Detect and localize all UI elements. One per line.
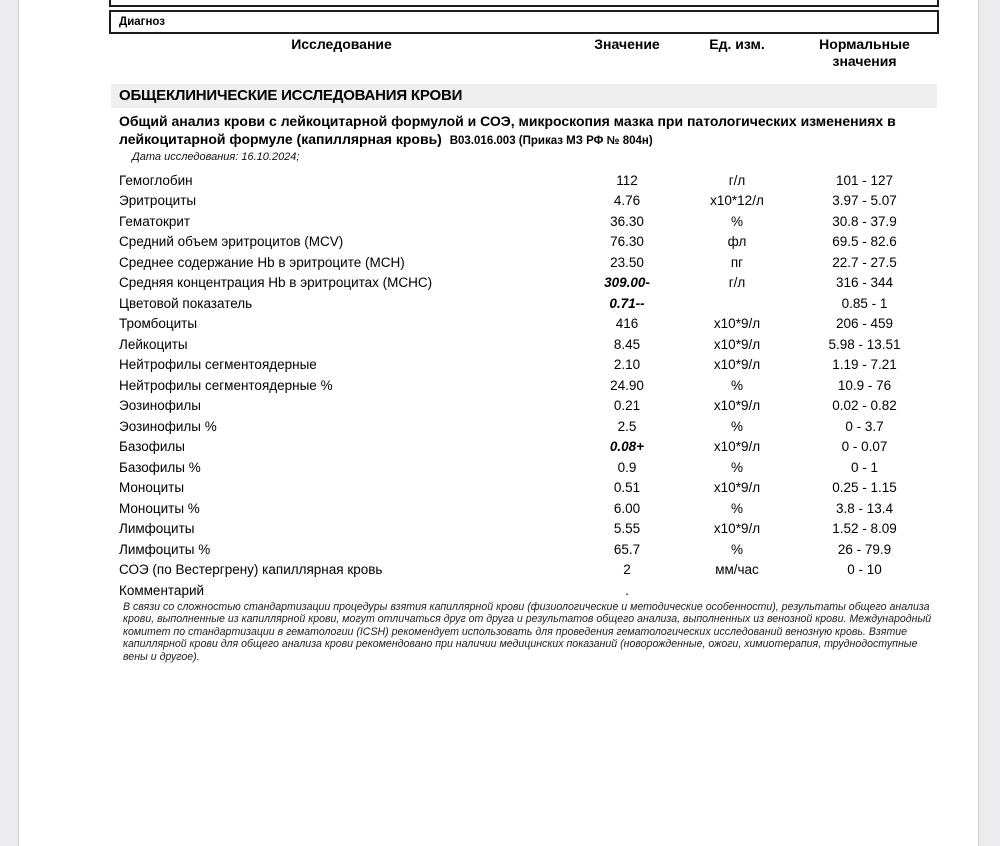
result-normal-range: 0.25 - 1.15 [832,480,897,496]
table-row [111,170,937,191]
table-row [111,232,937,253]
result-name: Гемоглобин [119,172,193,188]
header-study: Исследование [291,36,392,52]
result-value: 2.10 [613,357,641,373]
header-normal: Нормальные значения [819,36,910,69]
table-row [111,211,937,232]
result-unit: мм/час [715,562,759,578]
table-header-row [111,36,937,70]
result-normal-range: 69.5 - 82.6 [832,234,897,250]
result-unit: г/л [728,172,746,188]
result-name: Лейкоциты [119,336,188,352]
result-name: Моноциты [119,480,185,496]
study-date: Дата исследования: 16.10.2024; [132,151,300,163]
table-row [111,560,937,581]
top-cropped-box [109,0,939,7]
result-unit: х10*9/л [713,357,761,373]
result-name: Моноциты % [119,500,200,516]
result-name: Нейтрофилы сегментоядерные [119,357,317,373]
result-value: 0.51 [613,480,641,496]
result-value: 6.00 [613,500,641,516]
comment-note: В связи со сложностью стандартизации процедуры взятия капиллярной крови (физиологические и методические особенности), результаты общего анализа крови, выполненные из капиллярной крови, могут отличаться друг от друга и результатов общего анализа, выполненных из венозной крови. Международный комитет по стандартизации в гематологии (ICSH) рекомендует использовать для проведения гематологических исследований венозную кровь. Взятие капиллярной крови для общего анализа крови рекомендовано при наличии медицинских показаний (новорожденные, ожоги, химиотерапия, труднодоступные вены и другое). [123,601,932,663]
result-normal-range: 101 - 127 [835,172,894,188]
result-value: 4.76 [613,193,641,209]
result-name: Гематокрит [119,213,191,229]
result-normal-range: 3.8 - 13.4 [835,500,894,516]
result-normal-range: 0.02 - 0.82 [832,398,897,414]
result-name: Базофилы [119,439,185,455]
section-title-band [111,84,937,108]
result-normal-range: 22.7 - 27.5 [832,254,897,270]
result-name: Среднее содержание Hb в эритроците (MCH) [119,254,405,270]
result-unit: х10*9/л [713,480,761,496]
section-title: ОБЩЕКЛИНИЧЕСКИЕ ИССЛЕДОВАНИЯ КРОВИ [119,87,463,104]
test-name: Общий анализ крови с лейкоцитарной формулой и СОЭ, микроскопия мазка при патологических изменениях в лейкоцитарной формуле (капиллярная кровь) [119,113,896,147]
result-value: 2 [623,562,631,578]
result-value: 309.00- [604,275,650,291]
table-row [111,498,937,519]
result-name: Эозинофилы % [119,418,217,434]
table-row [111,334,937,355]
result-value: 23.50 [610,254,644,270]
table-row [111,519,937,540]
table-row [111,375,937,396]
result-normal-range: 206 - 459 [835,316,894,332]
report-page [18,0,979,846]
diagnosis-box [109,10,939,34]
result-unit: % [730,377,743,393]
result-normal-range: 1.19 - 7.21 [832,357,897,373]
result-name: Лимфоциты % [119,541,211,557]
result-unit: % [730,541,743,557]
result-value: 416 [615,316,639,332]
result-unit: % [730,500,743,516]
result-name: Комментарий [119,582,205,598]
result-name: Эозинофилы [119,398,201,414]
result-normal-range: 0 - 10 [847,562,882,578]
result-normal-range: 316 - 344 [835,275,894,291]
result-value: 36.30 [610,213,644,229]
result-normal-range: 30.8 - 37.9 [832,213,897,229]
result-name: Тромбоциты [119,316,198,332]
result-unit: г/л [728,275,746,291]
result-value: 0.21 [613,398,641,414]
result-value: 2.5 [617,418,637,434]
header-unit: Ед. изм. [709,36,765,52]
result-name: СОЭ (по Вестергрену) капиллярная кровь [119,562,383,578]
table-row [111,191,937,212]
result-normal-range: 0 - 1 [850,459,878,475]
table-row [111,416,937,437]
result-name: Средний объем эритроцитов (MCV) [119,234,344,250]
result-name: Цветовой показатель [119,295,253,311]
result-normal-range: 0.85 - 1 [841,295,888,311]
result-value: . [625,582,629,598]
result-name: Лимфоциты [119,521,195,537]
table-row [111,396,937,417]
result-value: 112 [616,172,638,188]
result-unit: х10*12/л [710,193,764,209]
result-unit: % [730,213,743,229]
results-rows [111,170,937,601]
table-row [111,273,937,294]
result-unit: пг [730,254,744,270]
result-value: 0.08+ [609,439,645,455]
table-row [111,539,937,560]
result-name: Базофилы % [119,459,201,475]
result-normal-range: 26 - 79.9 [837,541,892,557]
result-unit: х10*9/л [713,336,761,352]
header-value: Значение [594,36,660,52]
result-normal-range: 10.9 - 76 [837,377,892,393]
table-row [111,457,937,478]
result-unit: х10*9/л [713,316,761,332]
diagnosis-label: Диагноз [119,16,165,28]
result-value: 24.90 [610,377,644,393]
result-name: Средняя концентрация Hb в эритроцитах (MCHC) [119,275,433,291]
result-unit: х10*9/л [713,398,761,414]
table-row [111,437,937,458]
result-value: 65.7 [613,541,641,557]
result-name: Эритроциты [119,193,197,209]
result-value: 0.71-- [609,295,645,311]
table-row [111,478,937,499]
result-name: Нейтрофилы сегментоядерные % [119,377,333,393]
result-value: 0.9 [617,459,637,475]
result-unit: % [730,418,743,434]
result-value: 8.45 [613,336,641,352]
result-normal-range: 3.97 - 5.07 [832,193,897,209]
result-normal-range: 0 - 0.07 [841,439,888,455]
table-row [111,293,937,314]
test-code: В03.016.003 (Приказ МЗ РФ № 804н) [449,134,653,147]
result-unit: х10*9/л [713,521,761,537]
table-row [111,252,937,273]
table-row [111,580,937,601]
table-row [111,355,937,376]
result-unit: % [730,459,743,475]
result-unit: х10*9/л [713,439,761,455]
result-normal-range: 1.52 - 8.09 [832,521,897,537]
result-normal-range: 0 - 3.7 [845,418,884,434]
table-row [111,314,937,335]
result-value: 5.55 [613,521,641,537]
result-normal-range: 5.98 - 13.51 [828,336,901,352]
test-title-block [119,113,939,150]
result-value: 76.30 [610,234,644,250]
result-unit: фл [727,234,747,250]
